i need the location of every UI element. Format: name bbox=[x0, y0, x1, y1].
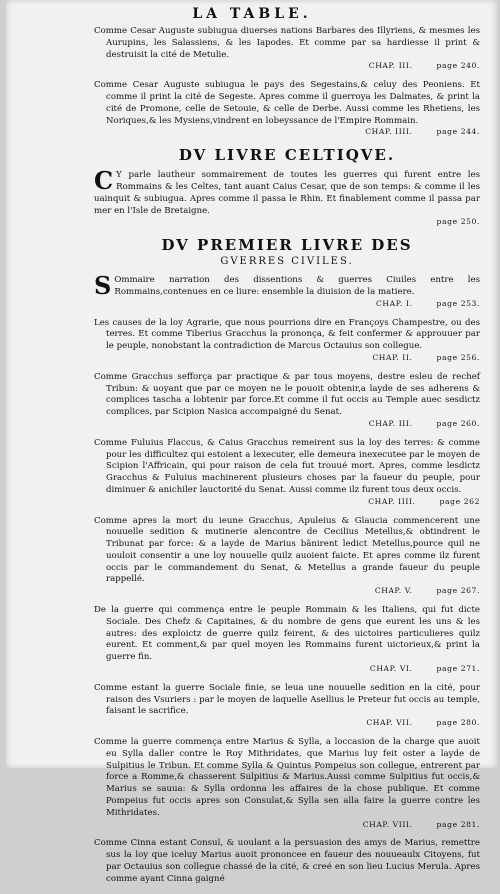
chapter-label: CHAP. VII. bbox=[366, 718, 413, 728]
chapter-label: CHAP. IIII. bbox=[368, 496, 416, 506]
entry-text: Comme estant la guerre Sociale finie, se leua une nouuelle sedition en la cité, pour raison des Vsuriers : par le moyen de laquelle Asellius le Preteur fut occis au temple, faisant le sacrifice. bbox=[94, 682, 480, 717]
entry-text: De la guerre qui commença entre le peuple Rommain & les Italiens, qui fut dicte Sociale. Des Chefz & Capitaines, & du nombre de gens que eurent les uns & les autres: des exploictz de guerre quilz feirent, & des uictoires particulieres quilz eurent. Et comment,& par quel moyen les Rommains furent uictorieux,& print la guerre fin. bbox=[94, 605, 480, 663]
page-ref: page 271. bbox=[436, 664, 480, 674]
chapter-label: CHAP. IIII. bbox=[365, 127, 413, 137]
page-ref: page 244. bbox=[436, 127, 480, 137]
toc-entry bbox=[94, 737, 480, 830]
entry-ref bbox=[94, 60, 480, 72]
entry-text: Comme apres la mort du ieune Gracchus, Apuleius & Glaucia commencerent une nouuelle sedition & mutinerie alencontre de Cecilius Metellus,& obtindrent le Tribunat par force: & a layde de Marius bânirent ledict Metellus,pource quil ne uouloit consentir a une loy nouuelle quilz auoient faicte. Et apres comme ilz furent occis par le commandement du Senat, & Metellus a grande faueur du peuple rappellé. bbox=[94, 515, 480, 585]
section-title-celtique: DV LIVRE CELTIQVE. bbox=[178, 146, 396, 165]
page-ref: page 256. bbox=[436, 352, 480, 362]
entry-ref bbox=[94, 298, 480, 310]
page-ref: page 260. bbox=[436, 418, 480, 428]
entry-ref bbox=[94, 496, 480, 508]
chapter-label: CHAP. VIII. bbox=[362, 819, 413, 829]
chapter-label: CHAP. I. bbox=[376, 298, 413, 308]
text-column bbox=[94, 26, 480, 894]
entry-ref bbox=[94, 352, 480, 364]
page-ref: page 250. bbox=[436, 217, 480, 227]
entry-ref bbox=[94, 216, 480, 228]
toc-entry bbox=[94, 318, 480, 364]
chapter-label: CHAP. VI. bbox=[369, 664, 413, 674]
toc-entry bbox=[94, 683, 480, 729]
page-ref: page 253. bbox=[436, 298, 480, 308]
entry-text: Comme Cesar Auguste subiugua le pays des Segestains,& celuy des Peoniens. Et comme il print la cité de Segeste. Apres comme il guerroya les Dalmates, & print la cité de Promone, celle de Setouie, & celle de Derbe. Aussi comme les Rhetiens, les Noriques,& les Mysiens,vindrent en lobeyssance de l'Empire Rommain. bbox=[94, 80, 480, 126]
toc-entry bbox=[94, 438, 480, 508]
entry-ref bbox=[94, 663, 480, 675]
entry-ref bbox=[94, 819, 480, 831]
toc-entry bbox=[94, 838, 480, 885]
entry-text: Comme Cinna estant Consul, & uoulant a la persuasion des amys de Marius, remettre sus la loy que iceluy Marius auoit prononcee en faueur des nouueaulx Citoyens, fut par Octauius son collegue chassé de la cité, & creé en son lieu Lucius Merula. Apres comme ayant Cinna gaigné bbox=[94, 838, 480, 884]
entry-text: Les causes de la loy Agrarie, que nous pourrions dire en Françoys Champestre, ou des terres. Et comme Tiberius Gracchus la prononça, & feit confermer & approuuer par le peuple, nonobstant la contradiction de Marcus Octauius son collegue. bbox=[94, 317, 480, 352]
section-subtitle-civiles: GVERRES CIVILES. bbox=[220, 256, 354, 268]
chapter-label: CHAP. III. bbox=[368, 418, 413, 428]
drop-cap: S bbox=[94, 271, 112, 301]
toc-entry bbox=[94, 516, 480, 598]
civiles-entries bbox=[94, 318, 480, 886]
entry-text: Comme Fuluius Flaccus, & Caius Gracchus remeirent sus la loy des terres: & comme pour les difficultez qui estoient a lexecuter, elle demeura inexecutee par le moyen de Scipion l'Affricain, qui pour raison de cela fut trouué mort. Apres, comme lesdictz Gracchus & Fuluius machinerent plusieurs choses par la faueur du peuple, pour diminuer & anichiler lauctorité du Senat. Aussi comme ilz furent tous deux occis. bbox=[94, 437, 480, 495]
chapter-label: CHAP. V. bbox=[374, 586, 413, 596]
page-ref: page 262 bbox=[439, 496, 480, 506]
section-title-civiles: DV PREMIER LIVRE DES bbox=[161, 236, 413, 255]
celtique-summary bbox=[94, 166, 480, 228]
toc-entry bbox=[94, 605, 480, 675]
toc-entry bbox=[94, 372, 480, 430]
chapter-label: CHAP. III. bbox=[368, 61, 413, 71]
entry-text: Comme la guerre commença entre Marius & Sylla, a loccasion de la charge que auoit eu Sylla daller contre le Roy Mithridates, que Marius luy feit oster a layde de Sulpitius le Tribun. Et comme Sylla & Quintus Pompeius son collegue, entrerent par force a Romme,& chasserent Sulpitius & Marius.Aussi comme Sulpitius fut occis,& Marius se sauua: & Sylla ordonna les affaires de la chose publique. Et comme Pompeius fut occis apres son Consulat,& Sylla sen alla faire la guerre contre les Mithridates. bbox=[94, 737, 480, 818]
page-ref: page 281. bbox=[436, 819, 480, 829]
entry-ref bbox=[94, 585, 480, 597]
entry-text: Y parle lautheur sommairement de toutes les guerres qui furent entre les Rommains & les Celtes, tant auant Caius Cesar, que de son temps: & comme il les uainquit & subiugua. Apres comme il passa le Rhin. Et finablement comme il passa par mer en l'Isle de Bretaigne. bbox=[94, 170, 480, 216]
entry-ref bbox=[94, 126, 480, 138]
entry-ref bbox=[94, 717, 480, 729]
book-page bbox=[6, 0, 498, 884]
drop-cap: C bbox=[94, 166, 114, 196]
running-head: LA TABLE. bbox=[192, 6, 312, 22]
civiles-intro bbox=[94, 271, 480, 309]
entry-text: Comme Cesar Auguste subiugua diuerses nations Barbares des Illyriens, & mesmes les Aurupins, les Salassiens, & les Iapodes. Et comme par sa hardiesse il print & destruisit la cité de Metulie. bbox=[94, 26, 480, 60]
page-ref: page 267. bbox=[436, 586, 480, 596]
page-ref: page 240. bbox=[436, 61, 480, 71]
entry-text: Ommaire narration des dissentions & guerres Ciuiles entre les Rommains,contenues en ce liure: ensemble la diuision de la matiere. bbox=[114, 275, 480, 297]
page-ref: page 280. bbox=[436, 718, 480, 728]
toc-entry bbox=[94, 80, 480, 138]
entry-ref bbox=[94, 418, 480, 430]
toc-entry bbox=[94, 26, 480, 72]
chapter-label: CHAP. II. bbox=[372, 352, 413, 362]
entry-text: Comme Gracchus sefforça par practique & par tous moyens, destre esleu de rechef Tribun: & uoyant que par ce moyen ne le pouoit obtenir,a layde de ses adherens & complices tascha a lobtenir par force.Et comme il fut occis au Temple auec sesdictz complices, par Scipion Nasica accompaigné du Senat. bbox=[94, 371, 480, 418]
